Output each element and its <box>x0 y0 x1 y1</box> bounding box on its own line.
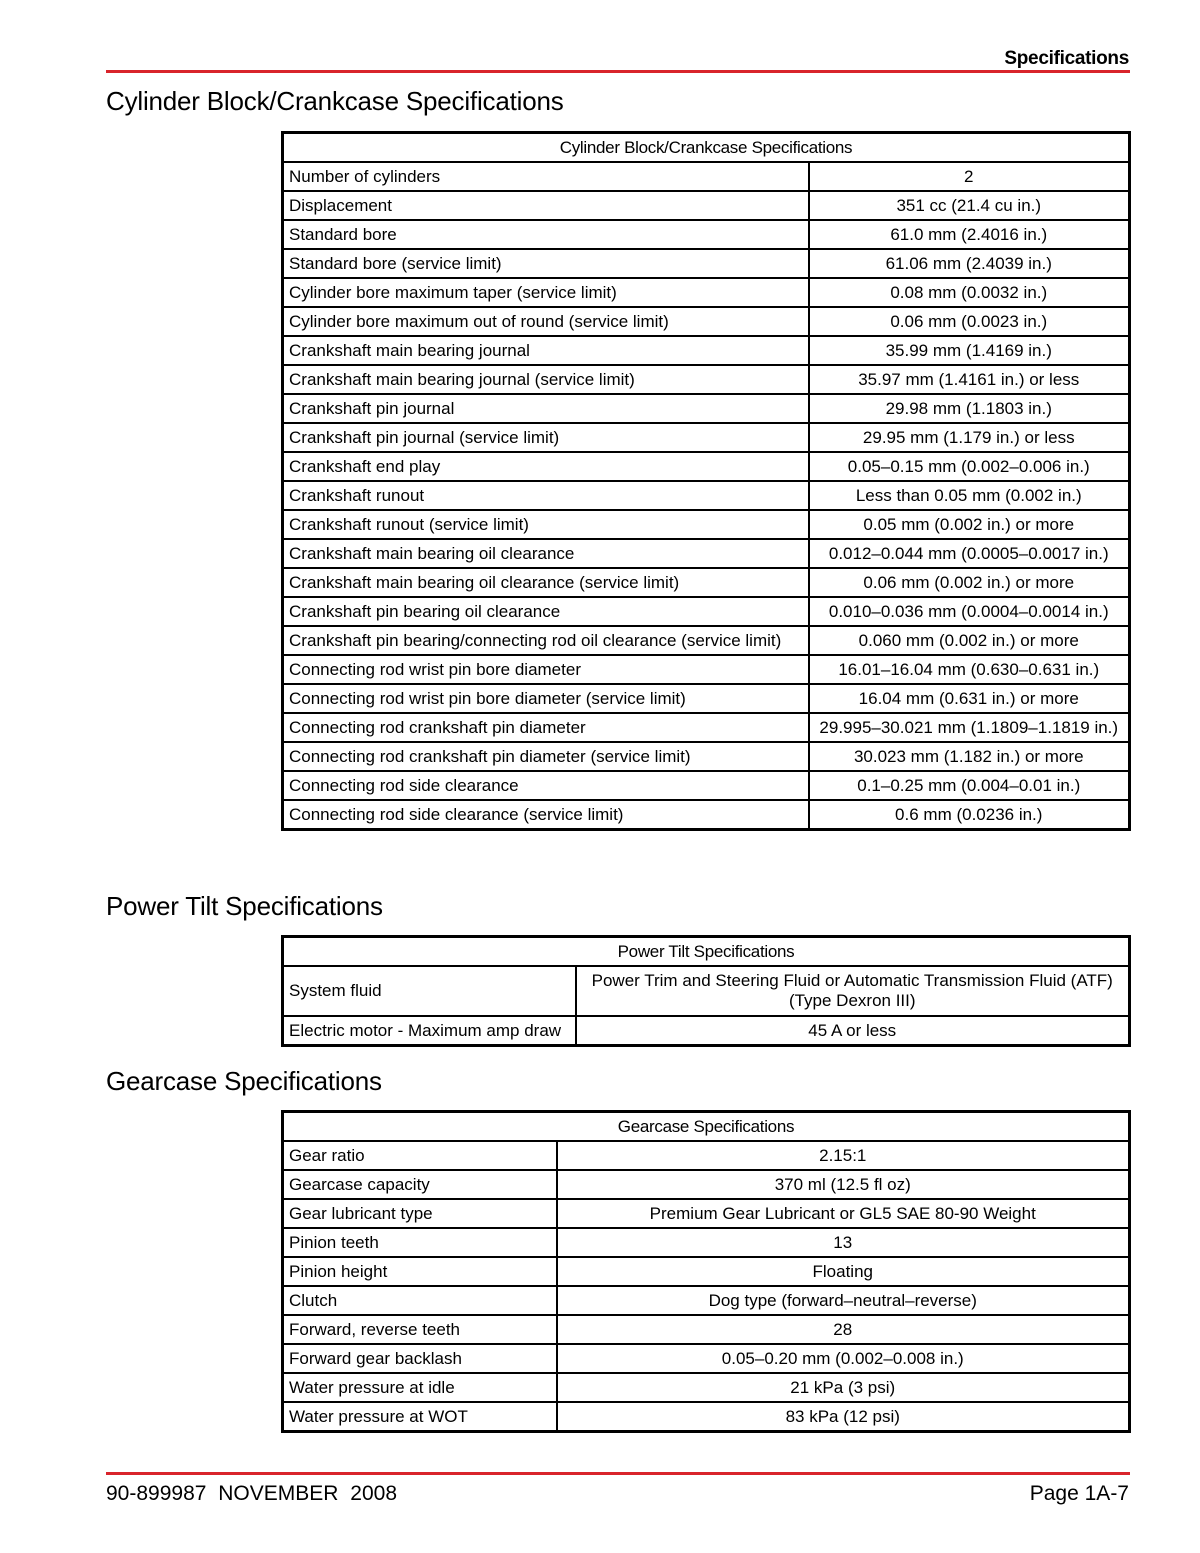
spec-value: 0.05–0.20 mm (0.002–0.008 in.) <box>557 1344 1130 1373</box>
table-row <box>283 1141 1130 1170</box>
spec-value: 0.08 mm (0.0032 in.) <box>809 278 1130 307</box>
spec-label: Crankshaft pin bearing/connecting rod oil clearance (service limit) <box>283 626 809 655</box>
table-row <box>283 1170 1130 1199</box>
spec-label: Connecting rod side clearance <box>283 771 809 800</box>
spec-value: 0.1–0.25 mm (0.004–0.01 in.) <box>809 771 1130 800</box>
table-row <box>283 742 1130 771</box>
spec-label: Forward, reverse teeth <box>283 1315 557 1344</box>
table-row <box>283 655 1130 684</box>
gearcase-table-title: Gearcase Specifications <box>283 1112 1130 1142</box>
spec-value: 0.05 mm (0.002 in.) or more <box>809 510 1130 539</box>
spec-value: 61.06 mm (2.4039 in.) <box>809 249 1130 278</box>
spec-value: 30.023 mm (1.182 in.) or more <box>809 742 1130 771</box>
table-row <box>283 800 1130 830</box>
spec-label: Displacement <box>283 191 809 220</box>
spec-label: Gearcase capacity <box>283 1170 557 1199</box>
spec-label: Forward gear backlash <box>283 1344 557 1373</box>
table-row <box>283 278 1130 307</box>
spec-label: Number of cylinders <box>283 162 809 191</box>
spec-label: Connecting rod side clearance (service limit) <box>283 800 809 830</box>
tilt-spec-table <box>281 935 1131 1047</box>
spec-label: Connecting rod wrist pin bore diameter (service limit) <box>283 684 809 713</box>
table-row <box>283 966 1130 1016</box>
table-row <box>283 684 1130 713</box>
table-row <box>283 1228 1130 1257</box>
spec-label: Water pressure at WOT <box>283 1402 557 1432</box>
spec-value: 83 kPa (12 psi) <box>557 1402 1130 1432</box>
spec-label: Pinion height <box>283 1257 557 1286</box>
table-row <box>283 1402 1130 1432</box>
spec-value: 13 <box>557 1228 1130 1257</box>
table-row <box>283 1199 1130 1228</box>
spec-label: Crankshaft main bearing journal (service limit) <box>283 365 809 394</box>
table-row <box>283 713 1130 742</box>
spec-label: Standard bore (service limit) <box>283 249 809 278</box>
spec-value: 35.99 mm (1.4169 in.) <box>809 336 1130 365</box>
table-row <box>283 365 1130 394</box>
spec-value-line: (Type Dexron III) <box>788 991 916 1010</box>
spec-label: Connecting rod wrist pin bore diameter <box>283 655 809 684</box>
spec-value: 45 A or less <box>576 1016 1130 1046</box>
spec-label: Standard bore <box>283 220 809 249</box>
cylinder-table-body <box>283 162 1130 830</box>
table-row <box>283 597 1130 626</box>
table-row <box>283 1016 1130 1046</box>
spec-label: Electric motor - Maximum amp draw <box>283 1016 576 1046</box>
table-row <box>283 220 1130 249</box>
spec-value: 2 <box>809 162 1130 191</box>
tilt-table-body <box>283 966 1130 1046</box>
spec-value: 16.04 mm (0.631 in.) or more <box>809 684 1130 713</box>
table-row <box>283 452 1130 481</box>
spec-value: 0.06 mm (0.0023 in.) <box>809 307 1130 336</box>
gearcase-spec-table <box>281 1110 1131 1433</box>
running-header: Specifications <box>1004 48 1129 69</box>
spec-label: Gear lubricant type <box>283 1199 557 1228</box>
spec-label: Cylinder bore maximum out of round (service limit) <box>283 307 809 336</box>
spec-label: Crankshaft pin bearing oil clearance <box>283 597 809 626</box>
table-row <box>283 1315 1130 1344</box>
spec-label: Crankshaft end play <box>283 452 809 481</box>
page-number: Page 1A-7 <box>1029 1482 1129 1505</box>
table-row <box>283 394 1130 423</box>
table-row <box>283 1257 1130 1286</box>
table-row <box>283 771 1130 800</box>
spec-value: 29.995–30.021 mm (1.1809–1.1819 in.) <box>809 713 1130 742</box>
spec-value: Less than 0.05 mm (0.002 in.) <box>809 481 1130 510</box>
table-row <box>283 162 1130 191</box>
cylinder-table-title: Cylinder Block/Crankcase Specifications <box>283 133 1130 163</box>
table-row <box>283 539 1130 568</box>
table-row <box>283 336 1130 365</box>
spec-value: 28 <box>557 1315 1130 1344</box>
spec-value: 0.6 mm (0.0236 in.) <box>809 800 1130 830</box>
footer-rule <box>106 1472 1130 1475</box>
gearcase-section-title: Gearcase Specifications <box>106 1066 382 1096</box>
spec-value: Premium Gear Lubricant or GL5 SAE 80-90 Weight <box>557 1199 1130 1228</box>
spec-label: Crankshaft runout <box>283 481 809 510</box>
spec-value: Floating <box>557 1257 1130 1286</box>
table-row <box>283 568 1130 597</box>
spec-value: 0.06 mm (0.002 in.) or more <box>809 568 1130 597</box>
spec-label: Crankshaft pin journal (service limit) <box>283 423 809 452</box>
spec-label: Clutch <box>283 1286 557 1315</box>
spec-value-line: Power Trim and Steering Fluid or Automatic Transmission Fluid (ATF) <box>591 971 1113 990</box>
spec-label: Water pressure at idle <box>283 1373 557 1402</box>
cylinder-spec-table <box>281 131 1131 831</box>
document-id: 90-899987 NOVEMBER 2008 <box>106 1482 397 1505</box>
cylinder-section-title: Cylinder Block/Crankcase Specifications <box>106 86 564 116</box>
spec-value: 0.060 mm (0.002 in.) or more <box>809 626 1130 655</box>
spec-label: Crankshaft main bearing oil clearance (service limit) <box>283 568 809 597</box>
spec-label: Connecting rod crankshaft pin diameter (service limit) <box>283 742 809 771</box>
spec-value: 29.95 mm (1.179 in.) or less <box>809 423 1130 452</box>
spec-value: 29.98 mm (1.1803 in.) <box>809 394 1130 423</box>
table-row <box>283 249 1130 278</box>
spec-value: 0.010–0.036 mm (0.0004–0.0014 in.) <box>809 597 1130 626</box>
table-row <box>283 307 1130 336</box>
table-row <box>283 626 1130 655</box>
tilt-section-title: Power Tilt Specifications <box>106 891 383 921</box>
table-row <box>283 1373 1130 1402</box>
spec-value: 61.0 mm (2.4016 in.) <box>809 220 1130 249</box>
table-row <box>283 481 1130 510</box>
spec-value: Dog type (forward–neutral–reverse) <box>557 1286 1130 1315</box>
spec-value: 351 cc (21.4 cu in.) <box>809 191 1130 220</box>
gearcase-table-body <box>283 1141 1130 1432</box>
spec-label: Pinion teeth <box>283 1228 557 1257</box>
spec-value: 21 kPa (3 psi) <box>557 1373 1130 1402</box>
spec-value: 0.012–0.044 mm (0.0005–0.0017 in.) <box>809 539 1130 568</box>
spec-value: 2.15:1 <box>557 1141 1130 1170</box>
spec-value <box>576 966 1130 1016</box>
spec-label: System fluid <box>283 966 576 1016</box>
table-row <box>283 1286 1130 1315</box>
spec-label: Crankshaft pin journal <box>283 394 809 423</box>
table-row <box>283 191 1130 220</box>
tilt-table-title: Power Tilt Specifications <box>283 937 1130 967</box>
spec-value: 16.01–16.04 mm (0.630–0.631 in.) <box>809 655 1130 684</box>
spec-value: 0.05–0.15 mm (0.002–0.006 in.) <box>809 452 1130 481</box>
table-row <box>283 423 1130 452</box>
spec-value: 35.97 mm (1.4161 in.) or less <box>809 365 1130 394</box>
table-row <box>283 510 1130 539</box>
spec-label: Crankshaft main bearing journal <box>283 336 809 365</box>
spec-value: 370 ml (12.5 fl oz) <box>557 1170 1130 1199</box>
spec-label: Connecting rod crankshaft pin diameter <box>283 713 809 742</box>
spec-label: Crankshaft runout (service limit) <box>283 510 809 539</box>
header-rule <box>106 70 1130 73</box>
spec-label: Gear ratio <box>283 1141 557 1170</box>
spec-label: Crankshaft main bearing oil clearance <box>283 539 809 568</box>
table-row <box>283 1344 1130 1373</box>
spec-label: Cylinder bore maximum taper (service limit) <box>283 278 809 307</box>
